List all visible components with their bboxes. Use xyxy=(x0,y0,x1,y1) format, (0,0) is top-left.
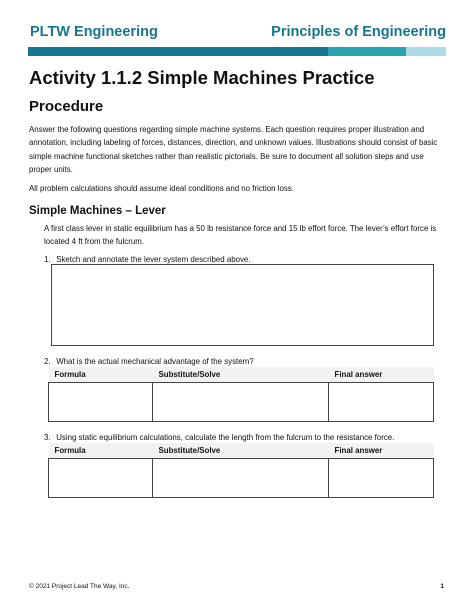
final-answer-header: Final answer xyxy=(329,443,434,459)
substitute-solve-cell[interactable] xyxy=(153,459,329,498)
table-row xyxy=(49,383,434,422)
course-subtitle: Principles of Engineering xyxy=(271,24,446,40)
header-bar-segment-dark xyxy=(28,47,328,56)
procedure-instructions: Answer the following questions regarding simple machine systems. Each question requires proper illustration and annotation, including labeling of forces, distances, direction, and unknown values. Illustrations should consist of basic simple machine functional sketches rather than realistic pictorials. Be sure to document all solution steps and use proper units. xyxy=(29,125,438,174)
lever-heading: Simple Machines – Lever xyxy=(29,205,166,217)
formula-header: Formula xyxy=(49,443,153,459)
question-2 xyxy=(44,357,254,367)
formula-header: Formula xyxy=(49,367,153,383)
course-title: PLTW Engineering xyxy=(30,24,158,40)
final-answer-cell[interactable] xyxy=(329,383,434,422)
lever-problem-statement: A first class lever in static equilibrium has a 50 lb resistance force and 15 lb effort force. The lever’s effort force is located 4 ft from the fulcrum. xyxy=(44,224,437,246)
question-text: What is the actual mechanical advantage of the system? xyxy=(56,357,254,366)
answer-table-q3 xyxy=(48,443,434,498)
question-text: Using static equilibrium calculations, calculate the length from the fulcrum to the resistance force. xyxy=(56,433,395,442)
final-answer-header: Final answer xyxy=(329,367,434,383)
question-3 xyxy=(44,433,394,443)
procedure-heading: Procedure xyxy=(29,98,104,115)
calculation-note: All problem calculations should assume ideal conditions and no friction loss. xyxy=(29,184,294,193)
formula-cell[interactable] xyxy=(49,383,153,422)
table-header-row xyxy=(49,367,434,383)
question-number: 2. xyxy=(44,357,51,366)
sketch-answer-box[interactable] xyxy=(51,264,434,346)
answer-table-q2 xyxy=(48,367,434,422)
question-number: 1. xyxy=(44,255,51,264)
substitute-solve-header: Substitute/Solve xyxy=(153,443,329,459)
page-title: Activity 1.1.2 Simple Machines Practice xyxy=(29,67,375,88)
formula-cell[interactable] xyxy=(49,459,153,498)
substitute-solve-header: Substitute/Solve xyxy=(153,367,329,383)
question-number: 3. xyxy=(44,433,51,442)
substitute-solve-cell[interactable] xyxy=(153,383,329,422)
table-header-row xyxy=(49,443,434,459)
final-answer-cell[interactable] xyxy=(329,459,434,498)
page-number: 1 xyxy=(440,583,444,590)
copyright-footer: © 2021 Project Lead The Way, Inc. xyxy=(29,583,130,590)
header-bar-segment-light xyxy=(406,47,446,56)
header-color-bar xyxy=(28,47,446,56)
table-row xyxy=(49,459,434,498)
question-text: Sketch and annotate the lever system described above. xyxy=(56,255,251,264)
header-bar-segment-mid xyxy=(328,47,406,56)
